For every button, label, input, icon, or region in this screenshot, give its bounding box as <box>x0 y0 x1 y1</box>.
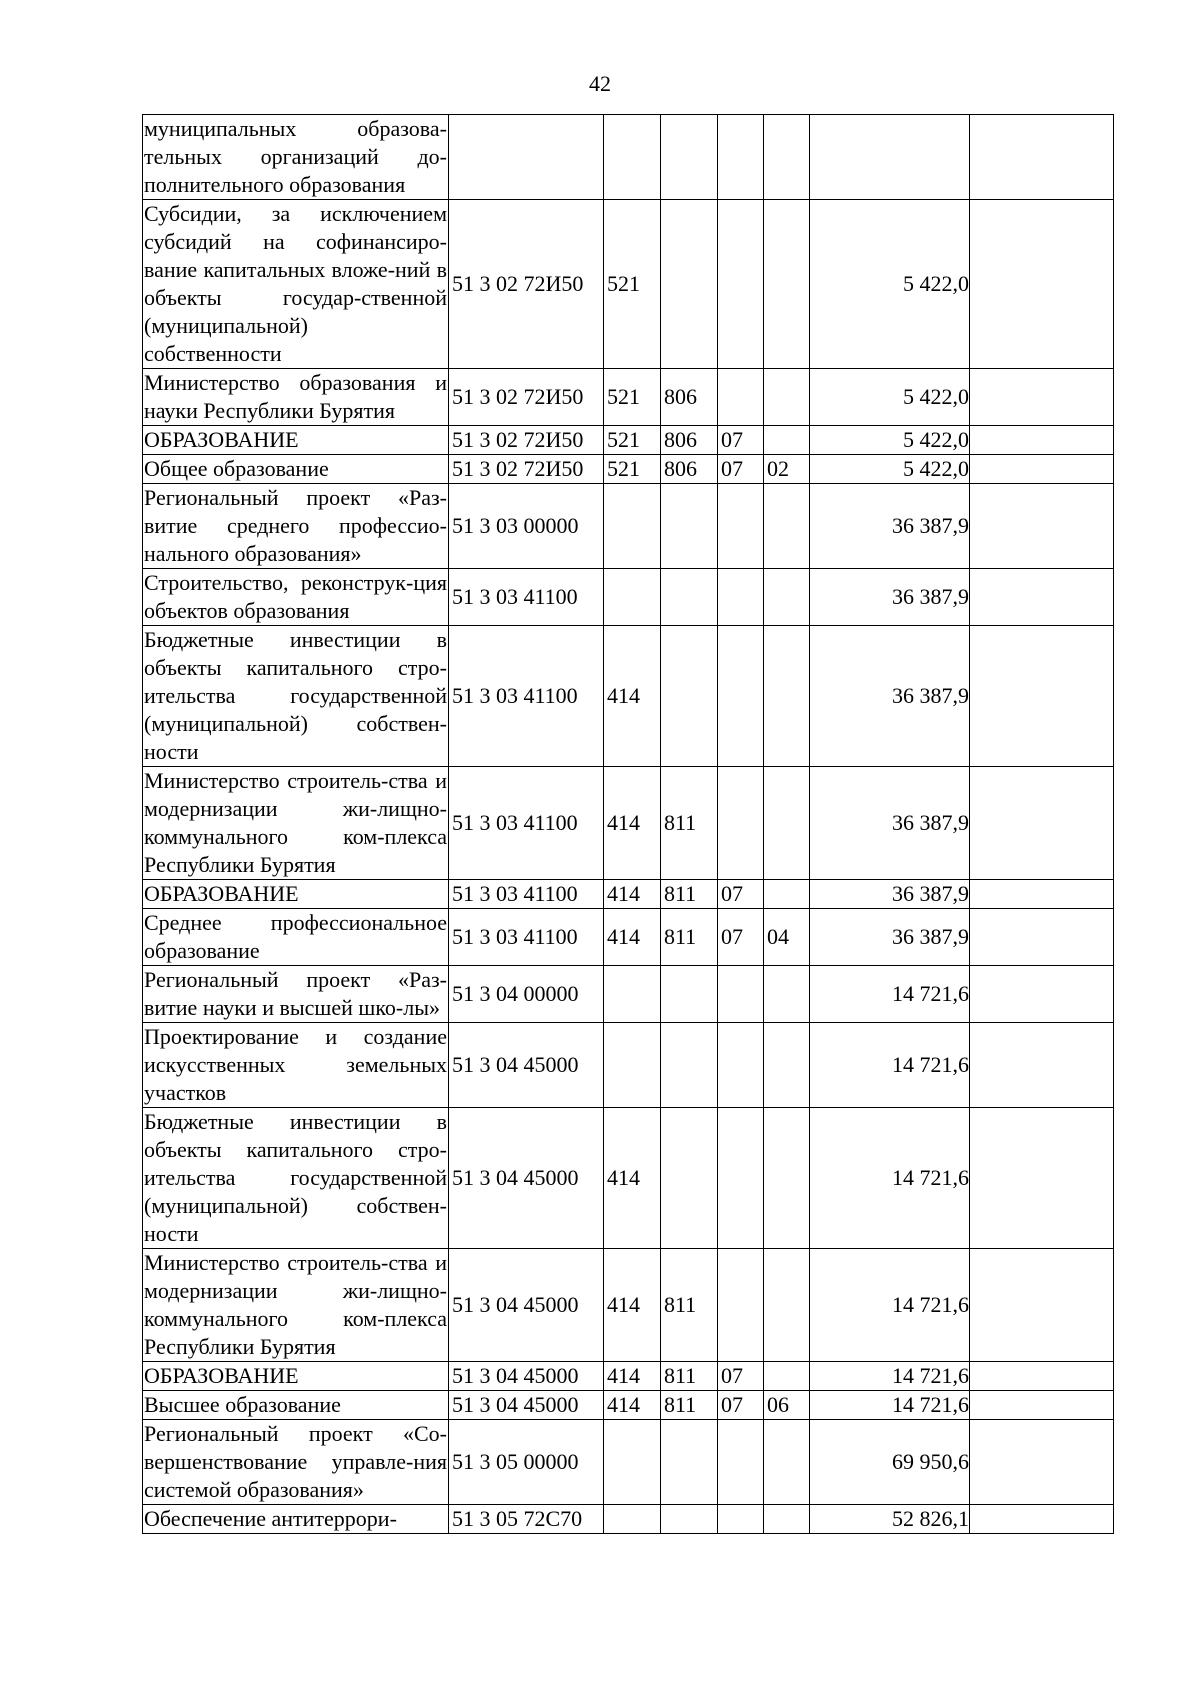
cell-extra <box>970 1420 1114 1505</box>
cell-ministry-code: 806 <box>661 369 718 426</box>
cell-target-article: 51 3 02 72И50 <box>449 200 604 369</box>
cell-extra <box>970 880 1114 909</box>
cell-expense-type: 414 <box>604 767 661 880</box>
cell-section: 07 <box>718 909 764 966</box>
table-row <box>143 569 1114 626</box>
cell-expense-type: 414 <box>604 1362 661 1391</box>
cell-expense-type <box>604 115 661 200</box>
cell-name: Субсидии, за исключением субсидий на софинансиро-вание капитальных вложе-ний в объекты государ-ственной (муниципальной) собственности <box>143 200 449 369</box>
cell-amount: 14 721,6 <box>810 1108 970 1249</box>
cell-ministry-code: 811 <box>661 1362 718 1391</box>
cell-name: Строительство, реконструк-ция объектов образования <box>143 569 449 626</box>
cell-expense-type <box>604 1023 661 1108</box>
cell-ministry-code <box>661 200 718 369</box>
budget-table <box>142 114 1114 1534</box>
cell-name: Региональный проект «Со-вершенствование управле-ния системой образования» <box>143 1420 449 1505</box>
table-row <box>143 1108 1114 1249</box>
table-row <box>143 626 1114 767</box>
cell-section: 07 <box>718 1391 764 1420</box>
cell-ministry-code <box>661 1420 718 1505</box>
cell-section <box>718 369 764 426</box>
table-row <box>143 455 1114 484</box>
cell-section <box>718 569 764 626</box>
cell-extra <box>970 1505 1114 1534</box>
cell-subsection <box>764 569 810 626</box>
cell-extra <box>970 767 1114 880</box>
cell-ministry-code: 806 <box>661 455 718 484</box>
cell-section <box>718 484 764 569</box>
cell-amount: 14 721,6 <box>810 966 970 1023</box>
cell-ministry-code <box>661 1023 718 1108</box>
cell-name: Среднее профессиональное образование <box>143 909 449 966</box>
cell-expense-type <box>604 569 661 626</box>
cell-name: Министерство строитель-ства и модернизации жи-лищно-коммунального ком-плекса Республики Бурятия <box>143 767 449 880</box>
cell-ministry-code <box>661 115 718 200</box>
cell-section <box>718 200 764 369</box>
cell-expense-type: 414 <box>604 880 661 909</box>
cell-ministry-code: 811 <box>661 909 718 966</box>
cell-target-article: 51 3 02 72И50 <box>449 426 604 455</box>
cell-extra <box>970 426 1114 455</box>
cell-extra <box>970 626 1114 767</box>
cell-subsection <box>764 966 810 1023</box>
cell-expense-type: 414 <box>604 626 661 767</box>
table-body <box>143 115 1114 1534</box>
cell-amount: 5 422,0 <box>810 426 970 455</box>
cell-ministry-code <box>661 626 718 767</box>
cell-expense-type <box>604 1505 661 1534</box>
cell-amount: 36 387,9 <box>810 880 970 909</box>
cell-name: ОБРАЗОВАНИЕ <box>143 1362 449 1391</box>
page-number: 42 <box>589 71 611 96</box>
cell-expense-type <box>604 1420 661 1505</box>
cell-name: Проектирование и создание искусственных земельных участков <box>143 1023 449 1108</box>
cell-ministry-code: 811 <box>661 1391 718 1420</box>
cell-target-article: 51 3 03 00000 <box>449 484 604 569</box>
cell-name: Министерство образования и науки Республики Бурятия <box>143 369 449 426</box>
table-row <box>143 1249 1114 1362</box>
cell-target-article: 51 3 04 45000 <box>449 1249 604 1362</box>
cell-expense-type: 521 <box>604 369 661 426</box>
cell-amount: 69 950,6 <box>810 1420 970 1505</box>
cell-amount: 5 422,0 <box>810 455 970 484</box>
cell-section <box>718 626 764 767</box>
cell-extra <box>970 1023 1114 1108</box>
cell-subsection <box>764 1108 810 1249</box>
cell-section <box>718 115 764 200</box>
cell-expense-type: 521 <box>604 200 661 369</box>
cell-amount: 36 387,9 <box>810 909 970 966</box>
cell-expense-type <box>604 484 661 569</box>
cell-amount: 36 387,9 <box>810 569 970 626</box>
cell-subsection <box>764 880 810 909</box>
cell-section: 07 <box>718 426 764 455</box>
cell-subsection <box>764 626 810 767</box>
cell-target-article: 51 3 03 41100 <box>449 767 604 880</box>
cell-expense-type: 414 <box>604 1391 661 1420</box>
cell-section <box>718 1023 764 1108</box>
cell-amount: 5 422,0 <box>810 369 970 426</box>
cell-ministry-code <box>661 1108 718 1249</box>
cell-target-article: 51 3 03 41100 <box>449 880 604 909</box>
cell-extra <box>970 1108 1114 1249</box>
table-row <box>143 369 1114 426</box>
cell-subsection <box>764 115 810 200</box>
cell-amount <box>810 115 970 200</box>
cell-extra <box>970 1391 1114 1420</box>
cell-name: Региональный проект «Раз-витие науки и высшей шко-лы» <box>143 966 449 1023</box>
cell-expense-type: 521 <box>604 426 661 455</box>
cell-subsection <box>764 426 810 455</box>
cell-ministry-code: 806 <box>661 426 718 455</box>
cell-extra <box>970 909 1114 966</box>
cell-amount: 14 721,6 <box>810 1362 970 1391</box>
cell-expense-type: 414 <box>604 1108 661 1249</box>
cell-expense-type: 414 <box>604 1249 661 1362</box>
cell-name: ОБРАЗОВАНИЕ <box>143 880 449 909</box>
cell-section <box>718 966 764 1023</box>
cell-amount: 14 721,6 <box>810 1023 970 1108</box>
cell-target-article: 51 3 04 00000 <box>449 966 604 1023</box>
table-row <box>143 767 1114 880</box>
cell-ministry-code <box>661 484 718 569</box>
table-row <box>143 200 1114 369</box>
table-row <box>143 1362 1114 1391</box>
cell-subsection <box>764 1249 810 1362</box>
cell-ministry-code <box>661 1505 718 1534</box>
cell-target-article: 51 3 03 41100 <box>449 626 604 767</box>
cell-subsection <box>764 1023 810 1108</box>
cell-target-article: 51 3 03 41100 <box>449 909 604 966</box>
cell-expense-type: 521 <box>604 455 661 484</box>
table-row <box>143 426 1114 455</box>
cell-extra <box>970 966 1114 1023</box>
cell-extra <box>970 569 1114 626</box>
cell-ministry-code <box>661 569 718 626</box>
cell-target-article: 51 3 04 45000 <box>449 1108 604 1249</box>
cell-section <box>718 1108 764 1249</box>
cell-ministry-code: 811 <box>661 767 718 880</box>
cell-target-article: 51 3 05 00000 <box>449 1420 604 1505</box>
cell-name: Общее образование <box>143 455 449 484</box>
cell-section: 07 <box>718 1362 764 1391</box>
cell-target-article: 51 3 04 45000 <box>449 1023 604 1108</box>
cell-name: муниципальных образова-тельных организаций до-полнительного образования <box>143 115 449 200</box>
cell-subsection <box>764 767 810 880</box>
cell-name: Бюджетные инвестиции в объекты капитального стро-ительства государственной (муниципальной) собствен-ности <box>143 1108 449 1249</box>
table-row <box>143 1023 1114 1108</box>
table-row <box>143 1391 1114 1420</box>
cell-target-article <box>449 115 604 200</box>
cell-section: 07 <box>718 880 764 909</box>
table-row <box>143 115 1114 200</box>
cell-target-article: 51 3 03 41100 <box>449 569 604 626</box>
cell-target-article: 51 3 02 72И50 <box>449 369 604 426</box>
cell-amount: 36 387,9 <box>810 484 970 569</box>
cell-target-article: 51 3 05 72С70 <box>449 1505 604 1534</box>
table-row <box>143 1505 1114 1534</box>
cell-amount: 14 721,6 <box>810 1391 970 1420</box>
cell-subsection: 06 <box>764 1391 810 1420</box>
table-row <box>143 909 1114 966</box>
cell-subsection <box>764 1420 810 1505</box>
cell-extra <box>970 484 1114 569</box>
cell-name: Региональный проект «Раз-витие среднего профессио-нального образования» <box>143 484 449 569</box>
cell-section <box>718 767 764 880</box>
cell-ministry-code <box>661 966 718 1023</box>
cell-subsection: 02 <box>764 455 810 484</box>
cell-subsection <box>764 200 810 369</box>
cell-expense-type <box>604 966 661 1023</box>
cell-expense-type: 414 <box>604 909 661 966</box>
cell-target-article: 51 3 02 72И50 <box>449 455 604 484</box>
table-row <box>143 484 1114 569</box>
cell-ministry-code: 811 <box>661 1249 718 1362</box>
cell-subsection <box>764 1362 810 1391</box>
cell-extra <box>970 1362 1114 1391</box>
cell-name: Министерство строитель-ства и модернизации жи-лищно-коммунального ком-плекса Республики Бурятия <box>143 1249 449 1362</box>
table-row <box>143 966 1114 1023</box>
cell-name: Обеспечение антитеррори- <box>143 1505 449 1534</box>
cell-extra <box>970 1249 1114 1362</box>
cell-amount: 14 721,6 <box>810 1249 970 1362</box>
cell-name: ОБРАЗОВАНИЕ <box>143 426 449 455</box>
cell-subsection <box>764 1505 810 1534</box>
cell-name: Высшее образование <box>143 1391 449 1420</box>
cell-subsection: 04 <box>764 909 810 966</box>
cell-amount: 36 387,9 <box>810 767 970 880</box>
cell-extra <box>970 115 1114 200</box>
cell-target-article: 51 3 04 45000 <box>449 1362 604 1391</box>
cell-name: Бюджетные инвестиции в объекты капитального стро-ительства государственной (муниципальной) собствен-ности <box>143 626 449 767</box>
cell-extra <box>970 200 1114 369</box>
cell-section <box>718 1249 764 1362</box>
table-row <box>143 880 1114 909</box>
cell-section: 07 <box>718 455 764 484</box>
table-row <box>143 1420 1114 1505</box>
cell-subsection <box>764 369 810 426</box>
cell-extra <box>970 455 1114 484</box>
cell-target-article: 51 3 04 45000 <box>449 1391 604 1420</box>
cell-subsection <box>764 484 810 569</box>
cell-amount: 36 387,9 <box>810 626 970 767</box>
cell-section <box>718 1420 764 1505</box>
cell-extra <box>970 369 1114 426</box>
cell-amount: 52 826,1 <box>810 1505 970 1534</box>
cell-section <box>718 1505 764 1534</box>
cell-amount: 5 422,0 <box>810 200 970 369</box>
cell-ministry-code: 811 <box>661 880 718 909</box>
